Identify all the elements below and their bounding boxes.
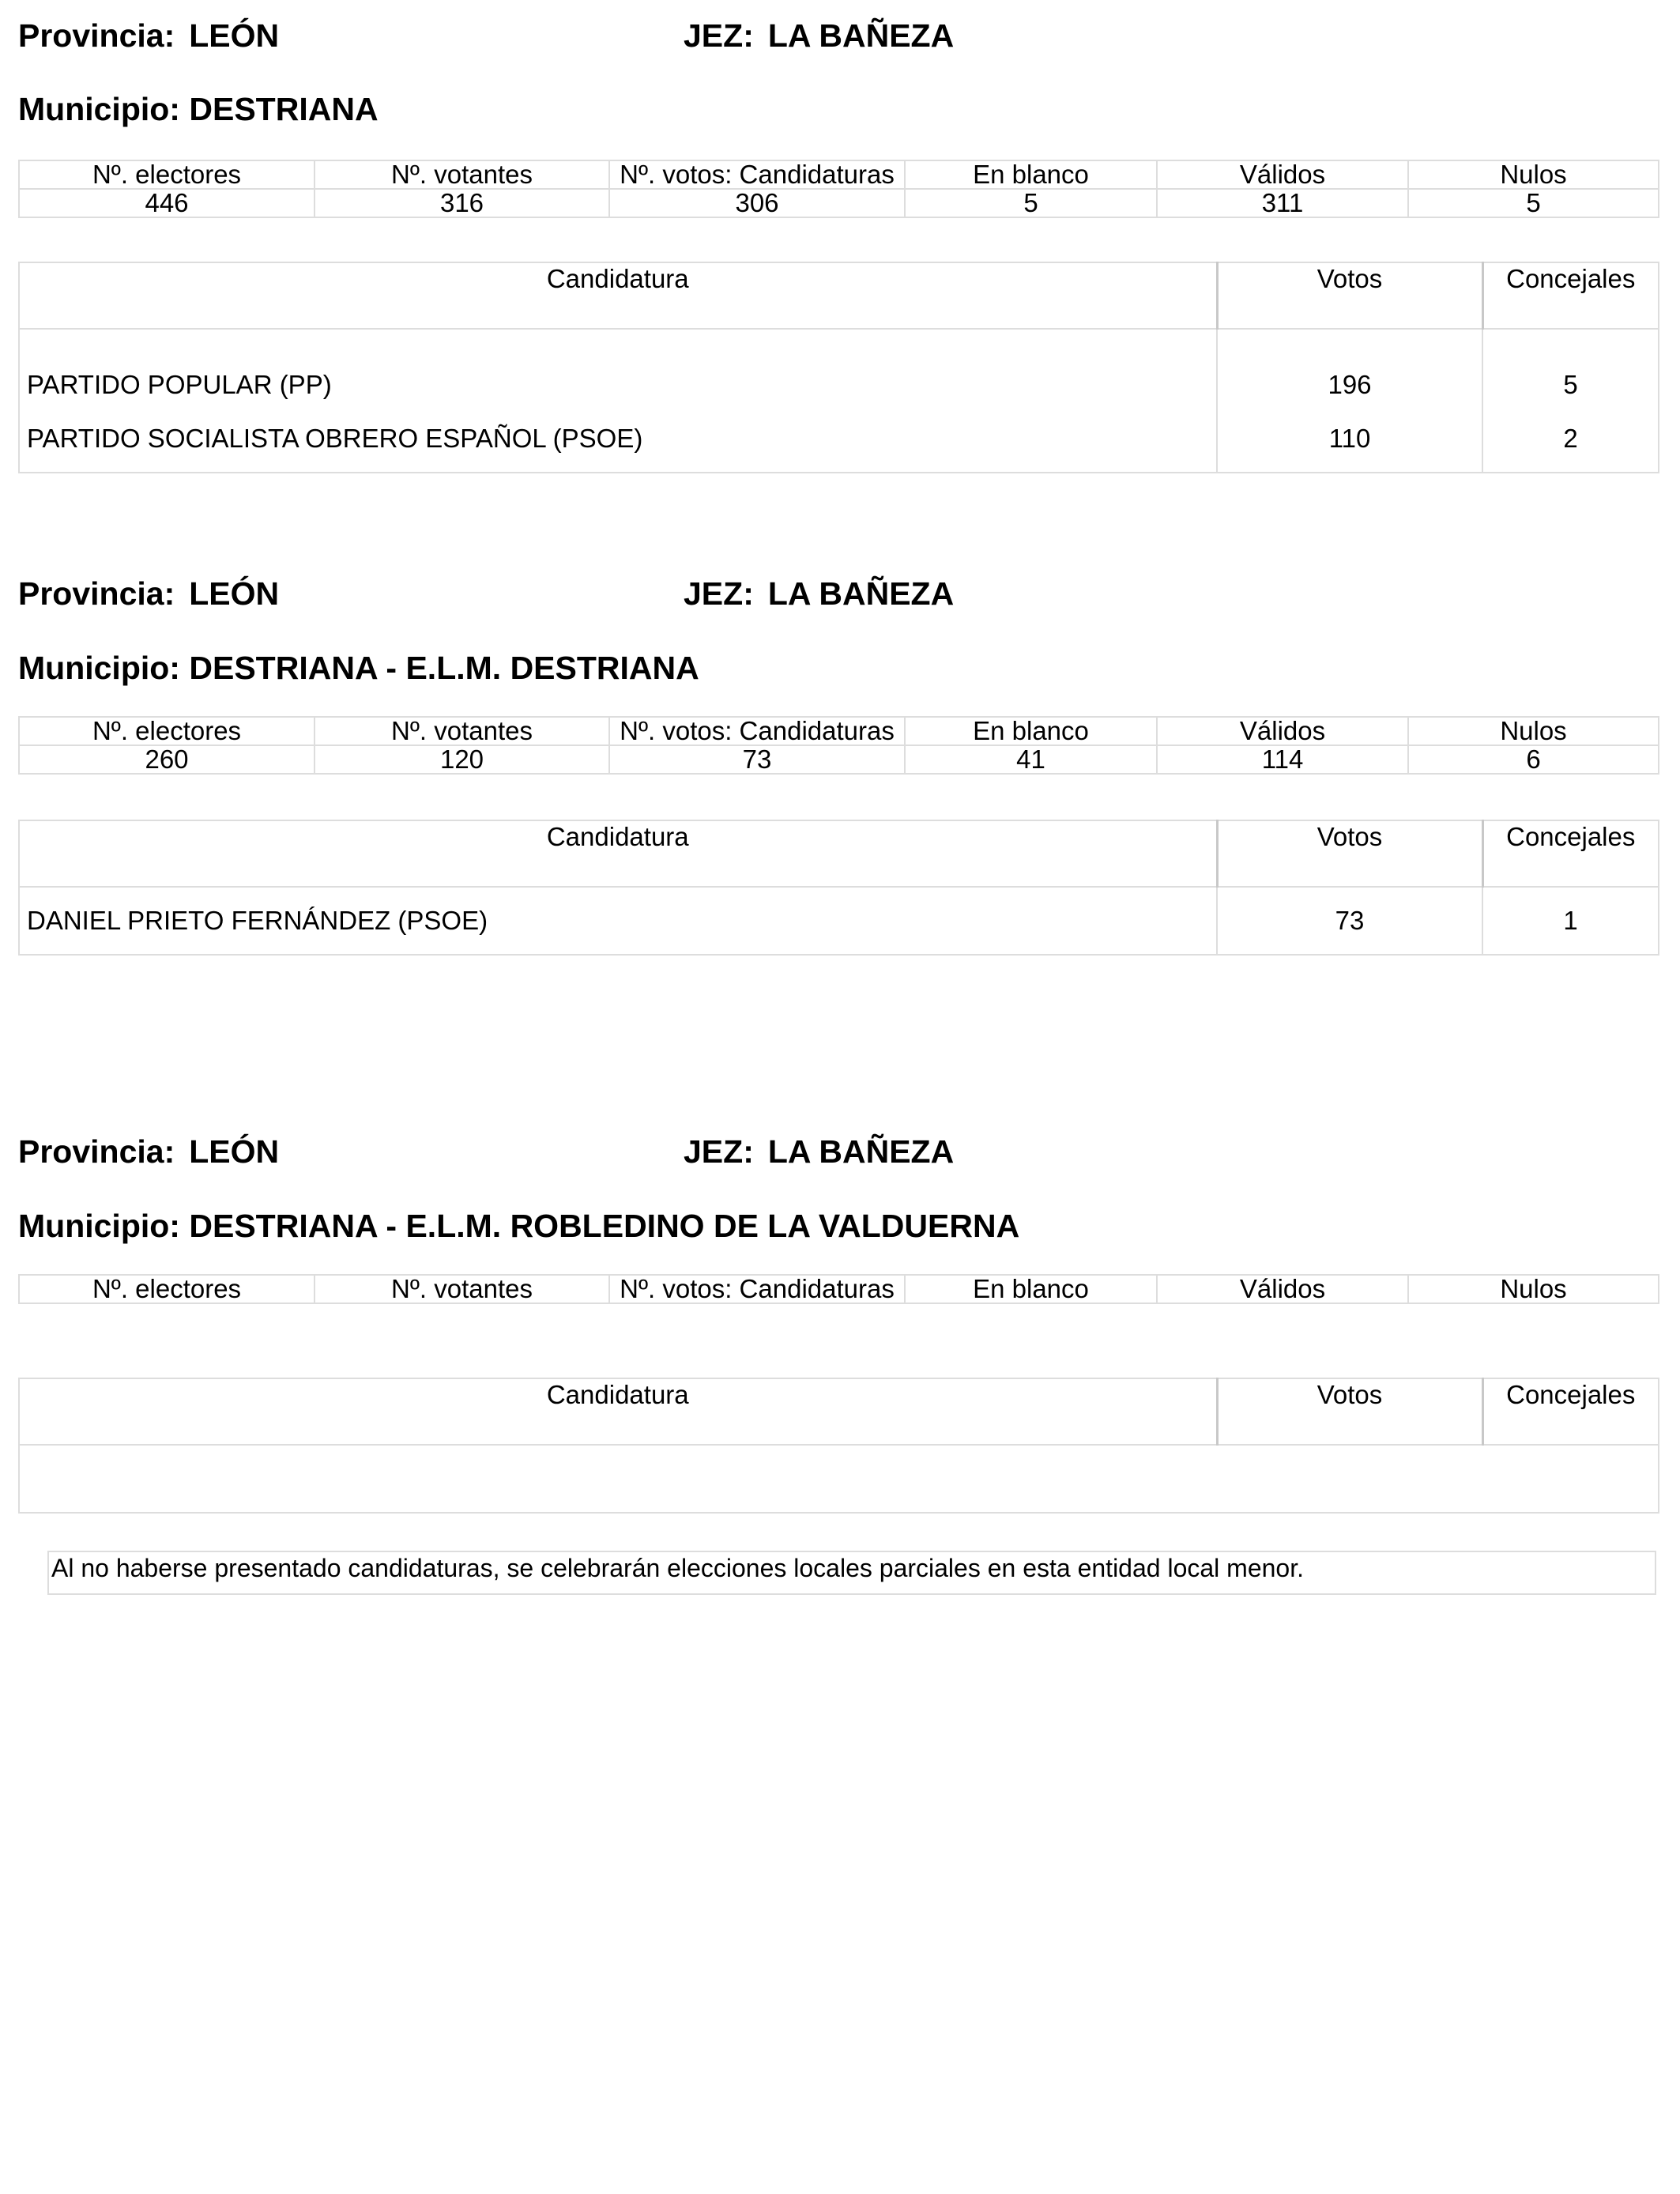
stats-value-votantes: 316: [315, 189, 609, 217]
provincia-heading: [18, 1133, 280, 1170]
municipio-value: DESTRIANA - E.L.M. DESTRIANA: [189, 650, 699, 686]
results-header-concejales: Concejales: [1482, 1378, 1659, 1445]
provincia-value: LEÓN: [189, 17, 280, 54]
municipio-label: Municipio:: [18, 650, 180, 686]
results-header-concejales: Concejales: [1482, 820, 1659, 887]
municipio-heading: [18, 652, 699, 684]
results-header-row: [19, 262, 1659, 329]
municipio-value: DESTRIANA: [189, 91, 379, 127]
empty-results-cell: [19, 1445, 1659, 1513]
stats-header-validos: Válidos: [1157, 717, 1408, 745]
stats-value-votos-candidaturas: 73: [609, 745, 905, 774]
stats-header-row: [19, 1275, 1659, 1303]
candidatura-name: DANIEL PRIETO FERNÁNDEZ (PSOE): [19, 887, 1217, 955]
municipio-label: Municipio:: [18, 91, 180, 127]
results-header-candidatura: Candidatura: [19, 262, 1217, 329]
results-header-candidatura: Candidatura: [19, 1378, 1217, 1445]
results-table: [18, 262, 1659, 473]
stats-value-en-blanco: 5: [905, 189, 1157, 217]
candidatura-name: PARTIDO POPULAR (PP): [19, 329, 1217, 405]
candidatura-votos: 196: [1217, 329, 1482, 405]
jez-heading: [684, 575, 955, 612]
stats-header-electores: Nº. electores: [19, 717, 315, 745]
results-header-votos: Votos: [1217, 262, 1482, 329]
results-table: [18, 820, 1659, 956]
stats-header-votantes: Nº. votantes: [315, 160, 609, 189]
stats-header-electores: Nº. electores: [19, 160, 315, 189]
municipio-label: Municipio:: [18, 1208, 180, 1244]
stats-header-votantes: Nº. votantes: [315, 1275, 609, 1303]
stats-header-validos: Válidos: [1157, 160, 1408, 189]
stats-header-votantes: Nº. votantes: [315, 717, 609, 745]
jez-heading: [684, 17, 955, 54]
candidatura-concejales: 5: [1482, 329, 1659, 405]
jez-label: JEZ:: [684, 575, 754, 612]
candidatura-votos: 73: [1217, 887, 1482, 955]
note-text: Al no haberse presentado candidaturas, se celebrarán elecciones locales parciales en esta entidad local menor.: [51, 1554, 1304, 1582]
provincia-label: Provincia:: [18, 17, 175, 54]
results-header-votos: Votos: [1217, 1378, 1482, 1445]
jez-value: LA BAÑEZA: [767, 1133, 955, 1170]
stats-header-row: [19, 717, 1659, 745]
stats-value-validos: 311: [1157, 189, 1408, 217]
stats-header-votos-candidaturas: Nº. votos: Candidaturas: [609, 717, 905, 745]
stats-header-nulos: Nulos: [1408, 160, 1659, 189]
table-row: [19, 887, 1659, 955]
provincia-value: LEÓN: [189, 1133, 280, 1170]
stats-value-nulos: 5: [1408, 189, 1659, 217]
jez-value: LA BAÑEZA: [767, 575, 955, 612]
jez-label: JEZ:: [684, 1133, 754, 1170]
stats-header-en-blanco: En blanco: [905, 160, 1157, 189]
results-header-votos: Votos: [1217, 820, 1482, 887]
candidatura-votos: 110: [1217, 405, 1482, 473]
stats-value-votos-candidaturas: 306: [609, 189, 905, 217]
stats-value-row: [19, 189, 1659, 217]
stats-value-nulos: 6: [1408, 745, 1659, 774]
results-table: [18, 1378, 1659, 1514]
candidatura-name: PARTIDO SOCIALISTA OBRERO ESPAÑOL (PSOE): [19, 405, 1217, 473]
stats-header-nulos: Nulos: [1408, 1275, 1659, 1303]
empty-results-row: [19, 1445, 1659, 1513]
stats-value-row: [19, 745, 1659, 774]
stats-header-en-blanco: En blanco: [905, 717, 1157, 745]
jez-value: LA BAÑEZA: [767, 17, 955, 54]
results-header-candidatura: Candidatura: [19, 820, 1217, 887]
municipio-heading: [18, 93, 379, 126]
stats-value-validos: 114: [1157, 745, 1408, 774]
table-row: [19, 329, 1659, 405]
stats-header-en-blanco: En blanco: [905, 1275, 1157, 1303]
stats-table: [18, 160, 1659, 218]
provincia-label: Provincia:: [18, 1133, 175, 1170]
stats-value-electores: 446: [19, 189, 315, 217]
stats-header-nulos: Nulos: [1408, 717, 1659, 745]
candidatura-concejales: 1: [1482, 887, 1659, 955]
stats-table: [18, 1274, 1659, 1304]
stats-value-en-blanco: 41: [905, 745, 1157, 774]
stats-value-votantes: 120: [315, 745, 609, 774]
results-header-concejales: Concejales: [1482, 262, 1659, 329]
stats-header-row: [19, 160, 1659, 189]
jez-heading: [684, 1133, 955, 1170]
stats-value-electores: 260: [19, 745, 315, 774]
stats-header-votos-candidaturas: Nº. votos: Candidaturas: [609, 1275, 905, 1303]
stats-header-electores: Nº. electores: [19, 1275, 315, 1303]
table-row: [19, 405, 1659, 473]
results-header-row: [19, 820, 1659, 887]
stats-header-votos-candidaturas: Nº. votos: Candidaturas: [609, 160, 905, 189]
provincia-heading: [18, 17, 280, 54]
note-box: [47, 1551, 1656, 1595]
jez-label: JEZ:: [684, 17, 754, 54]
candidatura-concejales: 2: [1482, 405, 1659, 473]
municipio-heading: [18, 1210, 1019, 1242]
provincia-heading: [18, 575, 280, 612]
municipio-value: DESTRIANA - E.L.M. ROBLEDINO DE LA VALDUERNA: [189, 1208, 1020, 1244]
stats-header-validos: Válidos: [1157, 1275, 1408, 1303]
stats-table: [18, 716, 1659, 775]
provincia-value: LEÓN: [189, 575, 280, 612]
provincia-label: Provincia:: [18, 575, 175, 612]
results-header-row: [19, 1378, 1659, 1445]
